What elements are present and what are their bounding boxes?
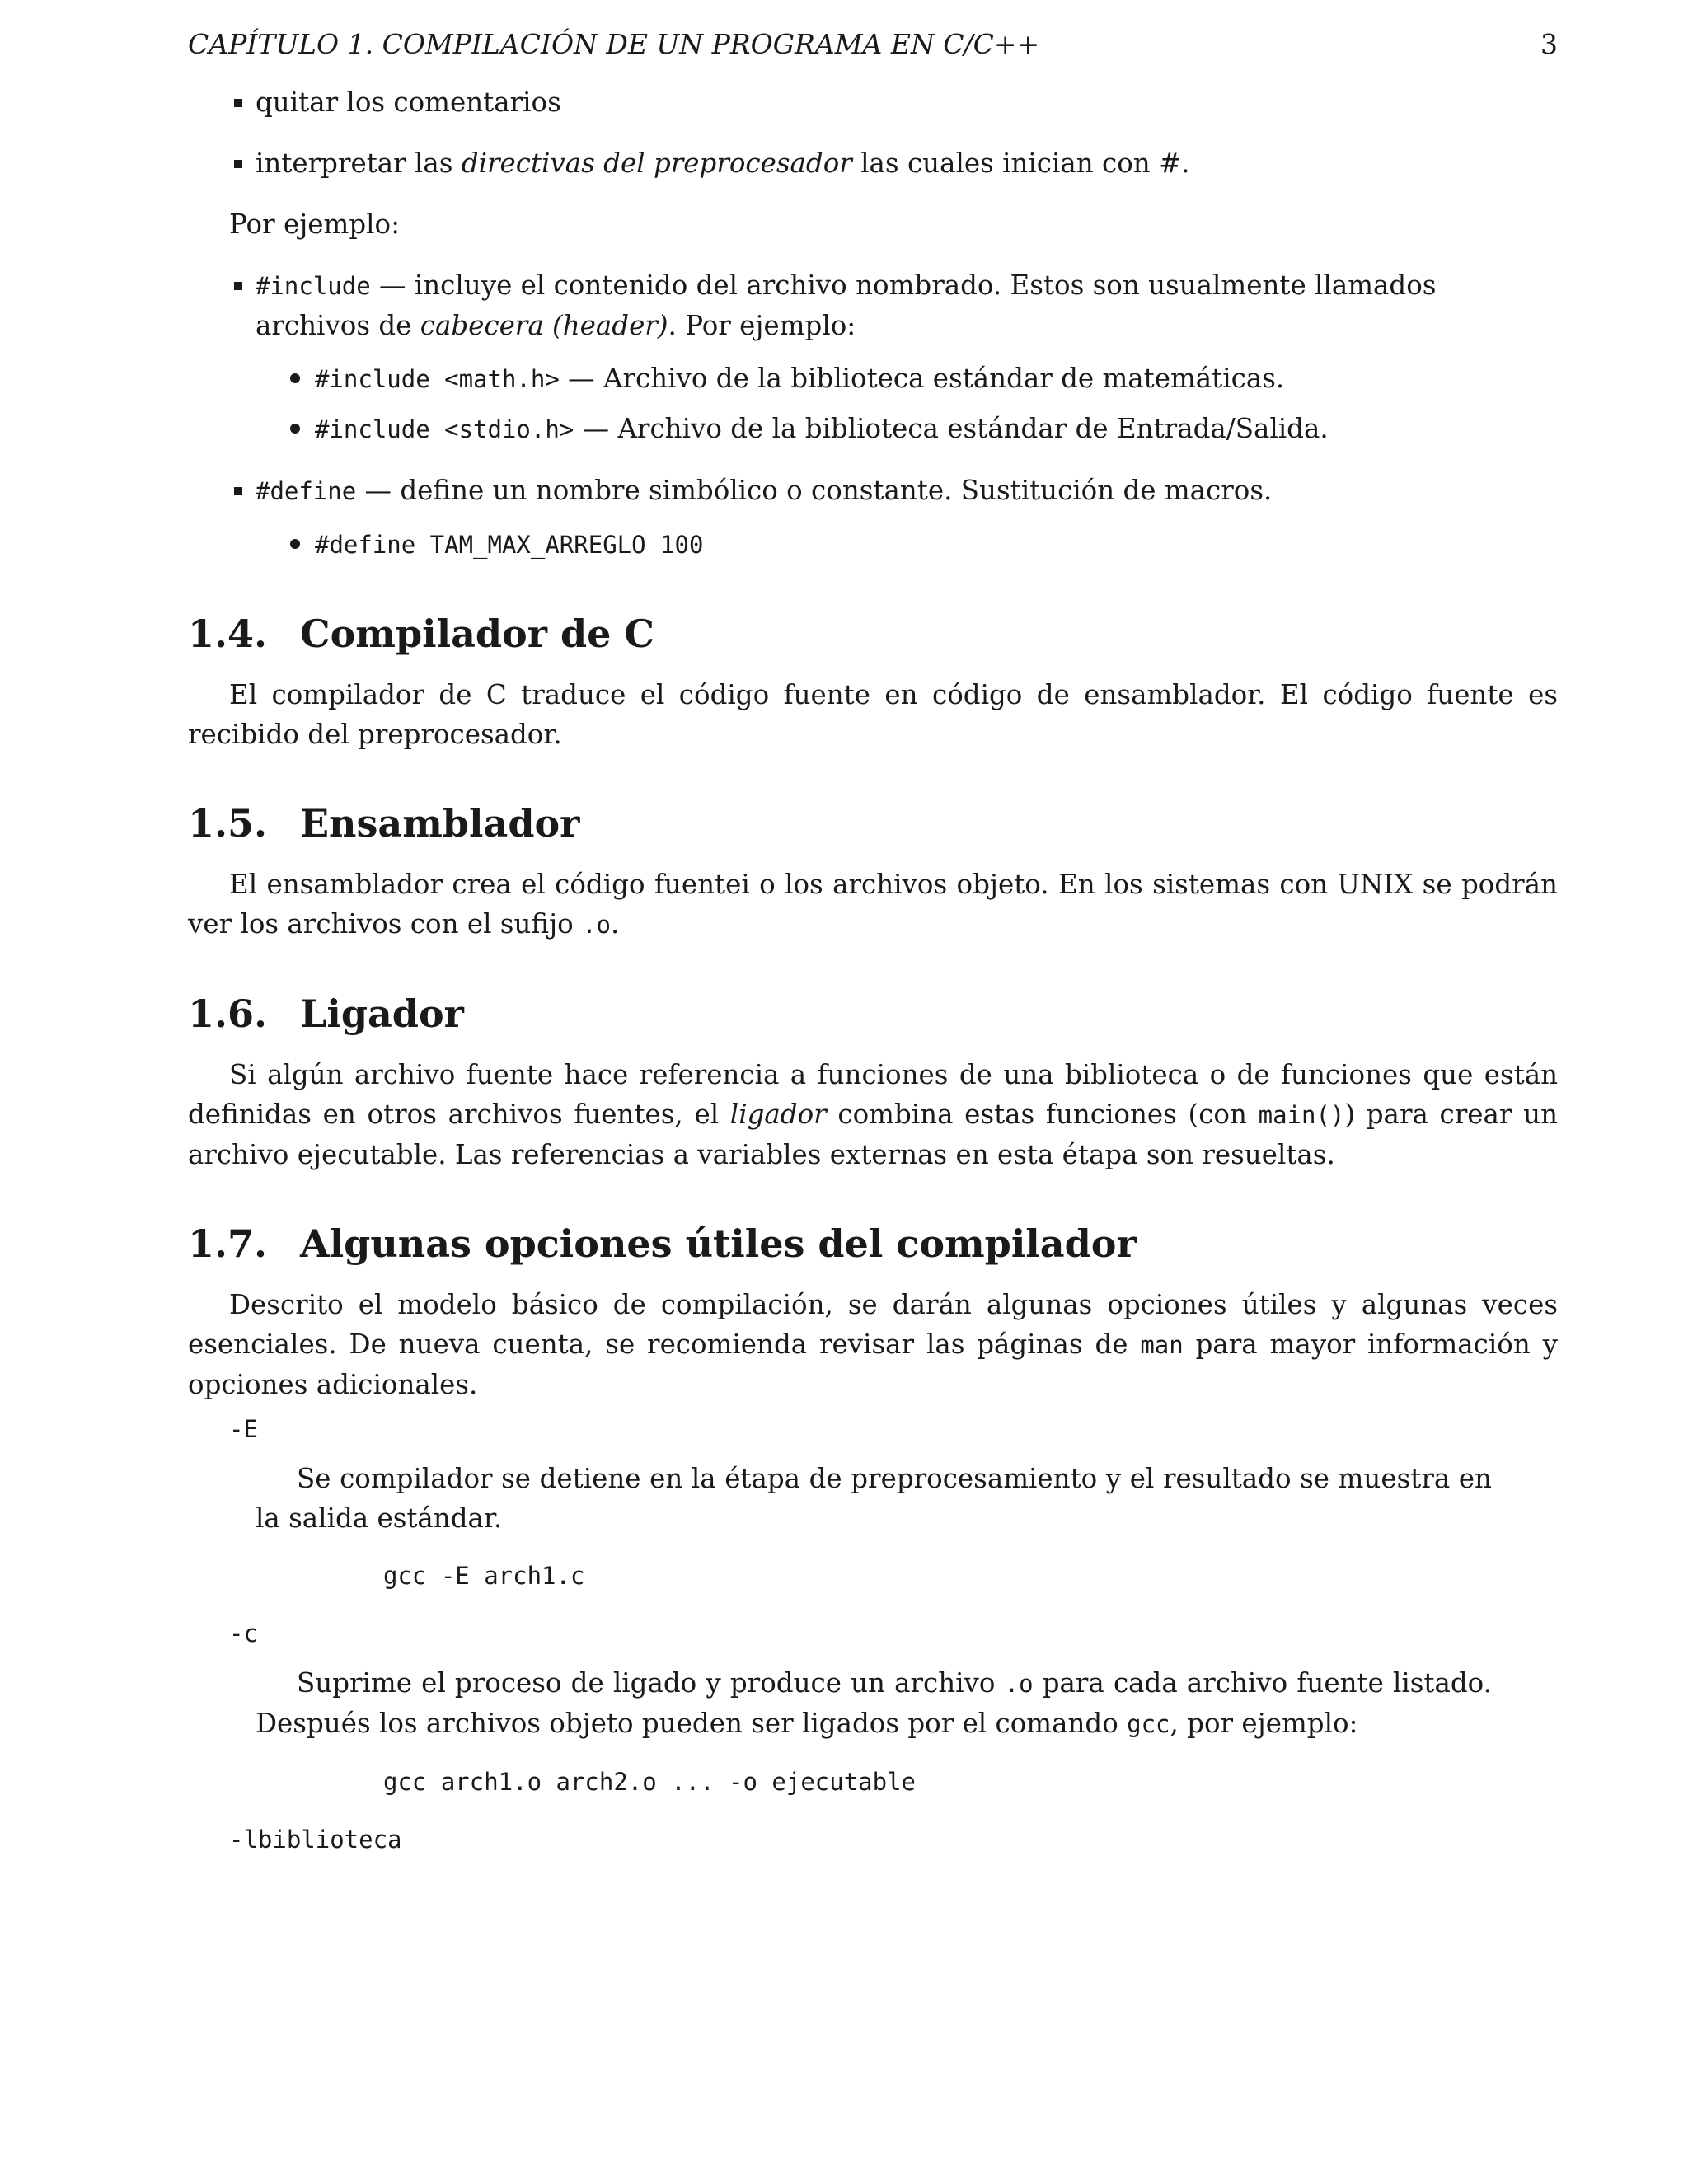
section-number: 1.5. [188,801,268,846]
code-inline: #define TAM_MAX_ARREGLO 100 [315,531,704,559]
option-flag-l: -lbiblioteca [229,1825,402,1854]
square-bullet-icon [234,160,242,168]
emphasis-text: ligador [729,1099,827,1130]
body-text: ) para crear un archivo ejecutable. Las referencias a variables externas en esta étapa son resueltas. [188,1099,1559,1170]
square-bullet-icon [234,282,242,290]
section-body: El compilador de C traduce el código fuente en código de ensamblador. El código fuente es recibido del preprocesador. [188,679,1558,750]
square-bullet-icon [234,99,242,107]
sub-list-item [256,359,1558,399]
list-item-text: quitar los comentarios [256,87,561,118]
round-bullet-icon [290,539,300,549]
page-number: 3 [1540,28,1558,60]
code-inline: #define [256,477,357,505]
section-body [188,1055,1558,1174]
code-inline: #include <stdio.h> [315,415,574,443]
option-description-text [256,1663,1492,1744]
list-item-text: — Archivo de la biblioteca estándar de Entrada/Salida. [574,413,1329,444]
list-item-text: interpretar las [256,148,462,179]
option-description-c [188,1663,1558,1802]
code-inline: #include [256,272,371,300]
list-item-include [188,265,1558,449]
body-text: para mayor información y opciones adicionales. [188,1329,1558,1400]
sub-list-item [256,524,1558,565]
list-item-text: — Archivo de la biblioteca estándar de matemáticas. [559,363,1285,394]
body-text: Suprime el proceso de ligado y produce un archivo [297,1667,1005,1699]
body-text: para cada archivo fuente listado. Después los archivos objeto pueden ser ligados por el comando [256,1667,1492,1739]
body-text: El ensamblador crea el código fuentei o los archivos objeto. En los sistemas con UNIX se podrán ver los archivos con el sufijo [188,869,1558,940]
running-header [188,25,1558,64]
code-inline: gcc [1127,1710,1170,1738]
section-heading-1-7 [188,1221,1558,1267]
section-number: 1.4. [188,612,268,656]
section-number: 1.6. [188,991,268,1036]
section-number: 1.7. [188,1221,268,1266]
list-item-text: — define un nombre simbólico o constante. Sustitución de macros. [356,475,1273,506]
section-title: Ligador [300,991,464,1036]
body-text: Si algún archivo fuente hace referencia a funciones de una biblioteca o de funciones que están definidas en otros archivos fuentes, el [188,1059,1558,1130]
list-item-text: . Por ejemplo: [668,310,856,341]
option-description-E [188,1459,1558,1596]
define-examples [256,524,1558,565]
option-flag-c: -c [229,1619,258,1647]
emphasis-text: cabecera (header) [420,310,668,341]
code-inline: man [1140,1331,1184,1359]
round-bullet-icon [290,424,300,434]
square-bullet-icon [234,487,242,495]
code-example: gcc arch1.o arch2.o ... -o ejecutable [383,1768,917,1796]
code-inline: .o [1004,1670,1034,1698]
emphasis-text: directivas del preprocesador [461,148,852,179]
round-bullet-icon [290,373,300,383]
section-title: Compilador de C [300,612,655,656]
code-example: gcc -E arch1.c [383,1562,585,1590]
list-item [188,82,1558,122]
code-inline: #include <math.h> [315,365,560,393]
por-ejemplo-label: Por ejemplo: [229,209,401,240]
list-item-define [188,471,1558,565]
section-heading-1-6 [188,991,1558,1037]
section-body [188,865,1558,944]
list-item [188,143,1558,183]
directive-list [188,265,1558,565]
body-text: . [610,908,620,940]
code-inline: .o [582,911,611,939]
section-heading-1-4 [188,611,1558,657]
include-examples [256,359,1558,449]
option-flag-E: -E [229,1415,258,1443]
section-title: Algunas opciones útiles del compilador [300,1221,1137,1266]
list-item-text: las cuales inician con #. [851,148,1190,179]
section-body [188,1285,1558,1404]
section-heading-1-5 [188,800,1558,846]
body-text: combina estas funciones (con [826,1099,1259,1130]
code-inline: main() [1258,1101,1345,1129]
list-item-text: — incluye el contenido del archivo nombrado. Estos son usualmente llamados archivos de [256,269,1437,341]
section-title: Ensamblador [300,801,580,846]
preprocessor-task-list [188,82,1558,183]
body-text: Descrito el modelo básico de compilación, se darán algunas opciones útiles y algunas veces esenciales. De nueva cuenta, se recomienda revisar las páginas de [188,1289,1558,1360]
chapter-title: CAPÍTULO 1. COMPILACIÓN DE UN PROGRAMA EN C/C++ [188,28,1040,60]
option-description-text: Se compilador se detiene en la étapa de preprocesamiento y el resultado se muestra en la salida estándar. [256,1463,1492,1534]
body-text: , por ejemplo: [1170,1708,1358,1739]
sub-list-item [256,409,1558,449]
document-page [188,25,1558,2168]
